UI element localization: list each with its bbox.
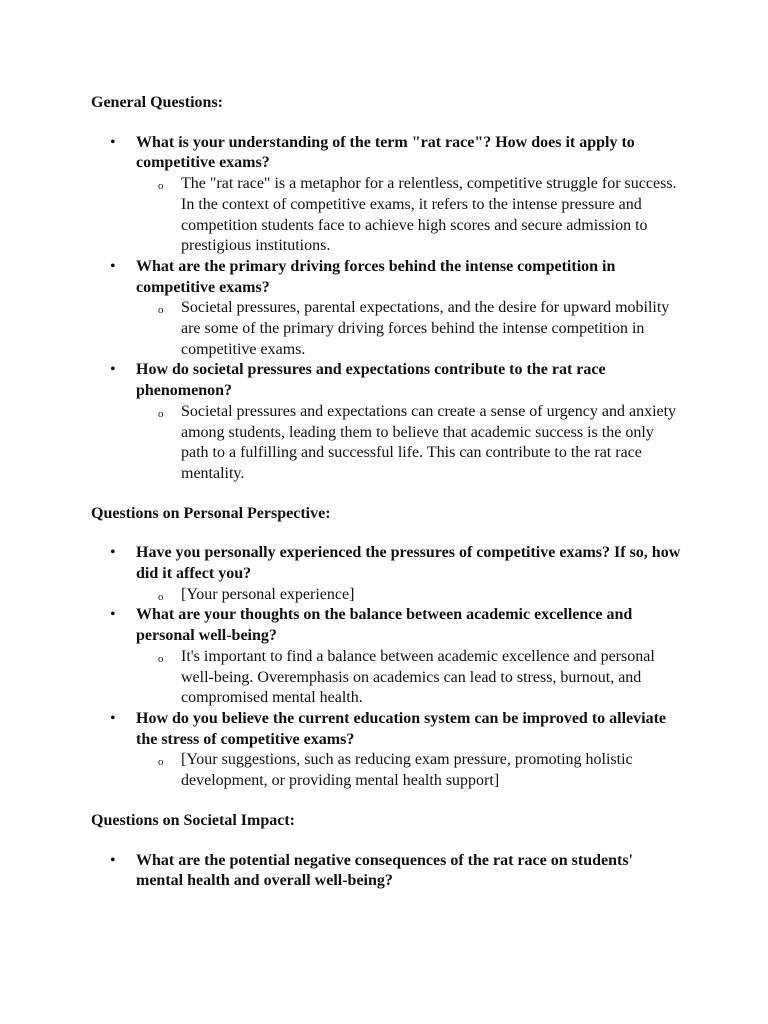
- question-list: [91, 543, 683, 791]
- bullet-circle: o: [158, 590, 164, 603]
- answer-text: The "rat race" is a metaphor for a relentless, competitive struggle for success. In the context of competitive exams, it refers to the intense pressure and competition students face to achieve high scores and secure admission to prestigious institutions.: [181, 175, 677, 255]
- question-item: [91, 133, 683, 257]
- bullet-dot: •: [110, 257, 116, 275]
- question-item: [91, 851, 683, 892]
- document-page: [91, 93, 683, 892]
- bullet-dot: •: [110, 709, 116, 727]
- bullet-circle: o: [158, 180, 164, 193]
- question-item: [91, 543, 683, 605]
- question-text: How do societal pressures and expectations contribute to the rat race phenomenon?: [136, 361, 606, 400]
- section-heading: General Questions:: [91, 94, 223, 111]
- answer-text: [Your suggestions, such as reducing exam pressure, promoting holistic development, or providing mental health support]: [181, 751, 633, 790]
- section-general-questions: [91, 93, 683, 485]
- question-item: [91, 709, 683, 792]
- question-item: [91, 360, 683, 484]
- answer-text: [Your personal experience]: [181, 585, 355, 603]
- question-item: [91, 257, 683, 361]
- bullet-dot: •: [110, 361, 116, 379]
- answer-text: Societal pressures, parental expectations, and the desire for upward mobility are some of the primary driving forces behind the intense competition in competitive exams.: [181, 299, 670, 358]
- answer-text: Societal pressures and expectations can create a sense of urgency and anxiety among students, leading them to believe that academic success is the only path to a fulfilling and successful life. This can contribute to the rat race mentality.: [181, 402, 677, 482]
- section-personal-perspective: [91, 504, 683, 792]
- answer-item: [136, 750, 683, 791]
- bullet-dot: •: [110, 544, 116, 562]
- answer-item: [136, 402, 683, 485]
- question-text: What are the primary driving forces behind the intense competition in competitive exams?: [136, 257, 616, 296]
- question-item: [91, 605, 683, 709]
- section-heading: Questions on Personal Perspective:: [91, 504, 331, 522]
- section-societal-impact: [91, 811, 683, 892]
- question-text: What are your thoughts on the balance between academic excellence and personal well-being?: [136, 606, 633, 645]
- question-list: [91, 133, 683, 485]
- question-text: What is your understanding of the term "rat race"? How does it apply to competitive exams?: [136, 133, 635, 172]
- bullet-circle: o: [158, 407, 164, 420]
- bullet-circle: o: [158, 756, 164, 769]
- question-text: What are the potential negative consequences of the rat race on students' mental health and overall well-being?: [136, 851, 633, 890]
- bullet-circle: o: [158, 304, 164, 317]
- question-text: Have you personally experienced the pressures of competitive exams? If so, how did it affect you?: [136, 544, 681, 583]
- answer-item: [136, 298, 683, 360]
- bullet-circle: o: [158, 652, 164, 665]
- answer-item: [136, 174, 683, 257]
- bullet-dot: •: [110, 133, 116, 151]
- answer-text: It's important to find a balance between academic excellence and personal well-being. Overemphasis on academics can lead to stress, burnout, and compromised mental health.: [181, 647, 655, 707]
- question-list: [91, 851, 683, 892]
- question-text: How do you believe the current education system can be improved to alleviate the stress of competitive exams?: [136, 709, 667, 748]
- bullet-dot: •: [110, 606, 116, 624]
- section-heading: Questions on Societal Impact:: [91, 811, 295, 829]
- bullet-dot: •: [110, 851, 116, 869]
- answer-item: [136, 585, 683, 606]
- answer-item: [136, 647, 683, 709]
